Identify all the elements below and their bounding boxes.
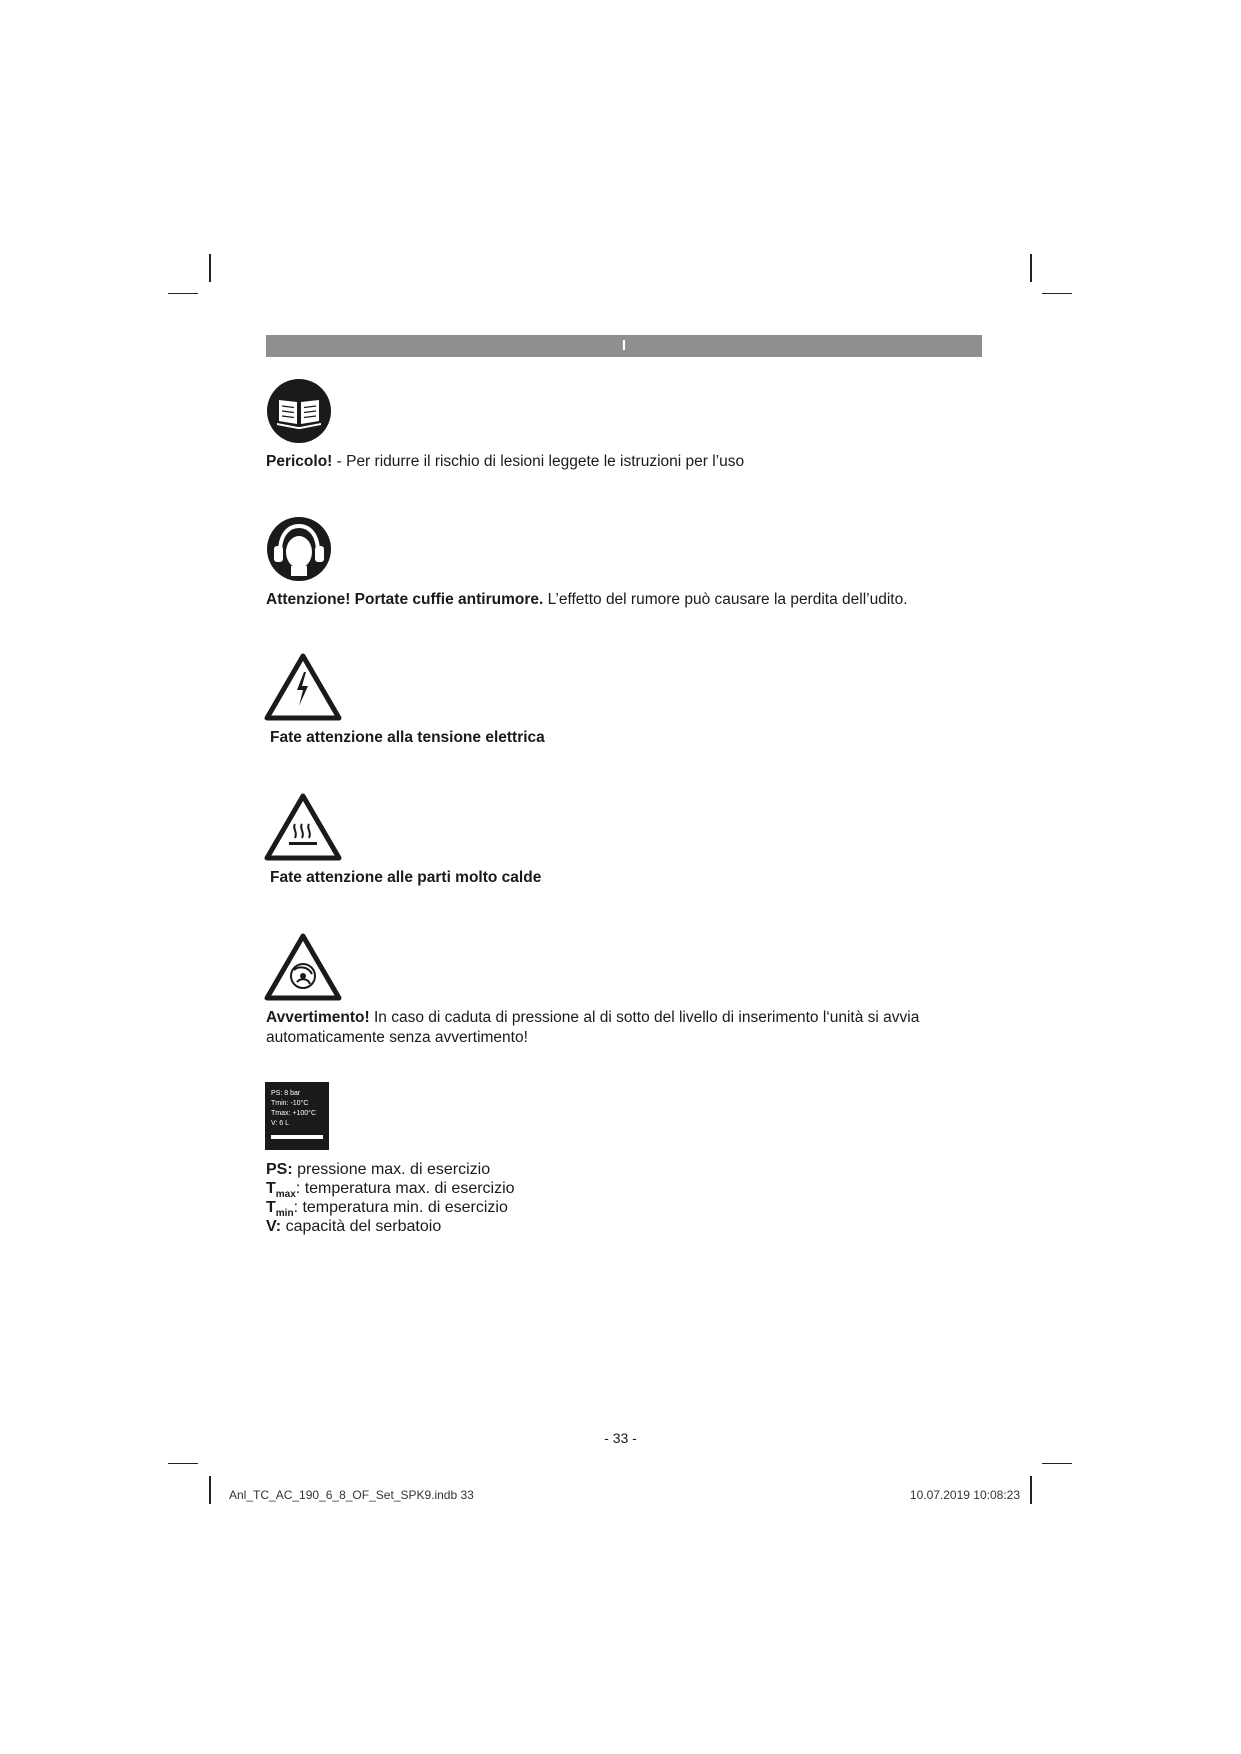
plate-line: V: 6 L <box>271 1120 290 1127</box>
crop-mark <box>1030 254 1032 282</box>
legend-label: PS: <box>266 1161 293 1178</box>
legend-subscript: max <box>275 1189 296 1200</box>
warning-text <box>270 728 545 748</box>
crop-mark <box>1042 1463 1072 1464</box>
warning-text <box>270 868 541 888</box>
page-number: - 33 - <box>604 1430 637 1446</box>
ear-protection-icon <box>266 516 332 582</box>
warning-text <box>266 452 744 472</box>
warning-title: Fate attenzione alla tensione elettrica <box>270 729 545 746</box>
crop-mark <box>168 293 198 294</box>
legend-text: : temperatura min. di esercizio <box>293 1199 508 1216</box>
electric-voltage-warning-icon <box>264 652 342 722</box>
warning-title: Avvertimento! <box>266 1009 370 1026</box>
crop-mark <box>209 1476 211 1504</box>
footer-filename: Anl_TC_AC_190_6_8_OF_Set_SPK9.indb 33 <box>229 1488 474 1502</box>
warning-title: Attenzione! Portate cuffie antirumore. <box>266 591 544 608</box>
crop-mark <box>1042 293 1072 294</box>
legend-label: V: <box>266 1218 282 1235</box>
legend-row-ps <box>266 1160 515 1179</box>
warning-title: Fate attenzione alle parti molto calde <box>270 869 542 886</box>
rating-plate-icon <box>265 1082 329 1150</box>
warning-text <box>266 1008 986 1048</box>
legend-label: T <box>266 1199 276 1216</box>
auto-start-warning-icon <box>264 932 342 1002</box>
legend-text: capacità del serbatoio <box>281 1218 442 1235</box>
warning-title: Pericolo! <box>266 453 333 470</box>
crop-mark <box>1030 1476 1032 1504</box>
legend-row-v <box>266 1217 515 1236</box>
footer-timestamp: 10.07.2019 10:08:23 <box>909 1488 1020 1502</box>
language-label: I <box>621 337 627 354</box>
legend-subscript: min <box>275 1208 294 1219</box>
legend-label: T <box>266 1180 276 1197</box>
hot-surface-warning-icon <box>264 792 342 862</box>
crop-mark <box>168 1463 198 1464</box>
warning-body: - Per ridurre il rischio di lesioni leggete le istruzioni per l’uso <box>332 453 745 470</box>
rating-plate-legend <box>266 1160 515 1236</box>
read-manual-icon <box>266 378 332 444</box>
legend-text: : temperatura max. di esercizio <box>295 1180 515 1197</box>
language-header-bar <box>266 335 982 357</box>
warning-body: In caso di caduta di pressione al di sotto del livello di inserimento l‘unità si avvia automaticamente senza avvertimento! <box>266 1009 920 1046</box>
plate-line: PS: 8 bar <box>271 1090 301 1097</box>
legend-row-tmax <box>266 1179 515 1198</box>
plate-line: Tmax: +100°C <box>271 1110 317 1117</box>
plate-line: Tmin: -10°C <box>271 1100 309 1107</box>
warning-body: L’effetto del rumore può causare la perdita dell’udito. <box>543 591 908 608</box>
crop-mark <box>209 254 211 282</box>
warning-text <box>266 590 908 610</box>
legend-text: pressione max. di esercizio <box>292 1161 491 1178</box>
legend-row-tmin <box>266 1198 515 1217</box>
